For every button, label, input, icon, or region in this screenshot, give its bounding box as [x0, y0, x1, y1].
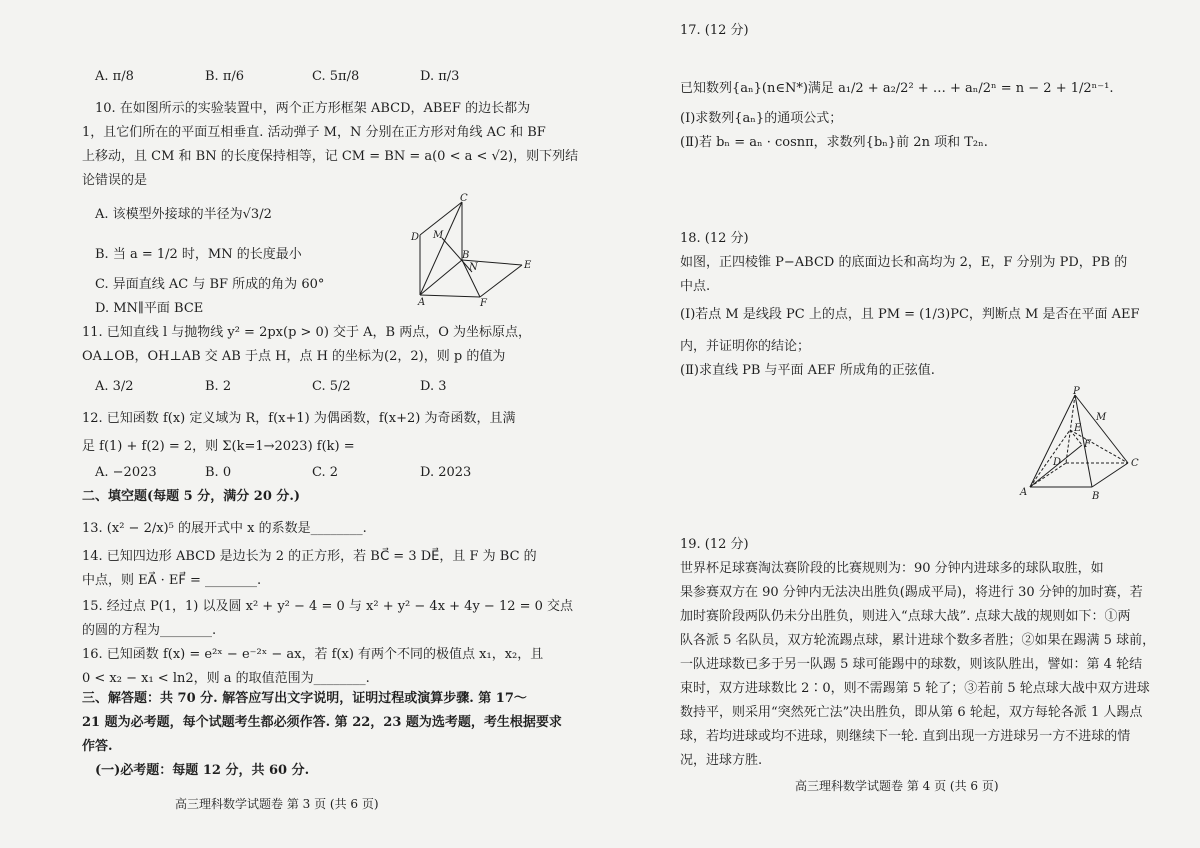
section-3-line-2: 21 题为必考题，每个试题考生都必须作答. 第 22，23 题为选考题，考生根据要求 [82, 715, 562, 730]
fig18-label-e: E [1074, 423, 1082, 434]
q12-option-a: A. −2023 [95, 465, 157, 480]
q10-option-d: D. MN∥平面 BCE [95, 301, 204, 316]
q18-line-1: 如图，正四棱锥 P−ABCD 的底面边长和高均为 2，E，F 分别为 PD，PB 的 [680, 255, 1128, 270]
q12-option-b: B. 0 [205, 465, 232, 480]
q18-heading: 18. (12 分) [680, 231, 749, 246]
q19-line-1: 世界杯足球赛淘汰赛阶段的比赛规则为：90 分钟内进球多的球队取胜，如 [680, 561, 1104, 576]
q12-option-c: C. 2 [312, 465, 339, 480]
q17-line-1: 已知数列{aₙ}(n∈N*)满足 a₁/2 + a₂/2² + … + aₙ/2ⁿ = n − 2 + 1/2ⁿ⁻¹. [680, 81, 1114, 96]
section-3-line-1: 三、解答题：共 70 分. 解答应写出文字说明，证明过程或演算步骤. 第 17～ [82, 691, 527, 706]
fig18-label-b: B [1092, 491, 1100, 502]
fig18-label-p: P [1073, 386, 1080, 397]
fig10-label-b: B [462, 250, 470, 261]
q9-option-a: A. π/8 [95, 69, 134, 84]
q9-option-b: B. π/6 [205, 69, 245, 84]
fig18-label-a: A [1020, 487, 1028, 498]
q11-option-c: C. 5/2 [312, 379, 351, 394]
q10-line-3: 上移动，且 CM 和 BN 的长度保持相等，记 CM = BN = a(0 < a < √2)，则下列结 [82, 149, 579, 164]
q19-line-9: 况，进球方胜. [680, 753, 763, 768]
q19-line-6: 束时，双方进球数比 2∶0，则不需踢第 5 轮了；③若前 5 轮点球大战中双方进球 [680, 681, 1150, 696]
fig10-label-m: M [433, 230, 444, 241]
page-4-footer: 高三理科数学试题卷 第 4 页 (共 6 页) [795, 779, 999, 793]
fig10-label-n: N [469, 262, 478, 273]
q19-line-8: 球，若均进球或均不进球，则继续下一轮. 直到出现一方进球另一方不进球的情 [680, 729, 1131, 744]
q10-line-1: 10. 在如图所示的实验装置中，两个正方形框架 ABCD，ABEF 的边长都为 [95, 101, 531, 116]
required-subsection: (一)必考题：每题 12 分，共 60 分. [95, 763, 310, 778]
q19-line-7: 数持平，则采用“突然死亡法”决出胜负，即从第 6 轮起，双方每轮各派 1 人踢点 [680, 705, 1143, 720]
q18-figure-pyramid [1010, 385, 1160, 505]
fig10-label-a: A [418, 297, 426, 308]
q10-line-4: 论错误的是 [82, 173, 148, 188]
q19-line-5: 一队进球数已多于另一队踢 5 球可能踢中的球数，则该队胜出，譬如：第 4 轮结 [680, 657, 1143, 672]
q16-line-1: 16. 已知函数 f(x) = e²ˣ − e⁻²ˣ − ax，若 f(x) 有两个不同的极值点 x₁，x₂，且 [82, 647, 544, 662]
q11-line-1: 11. 已知直线 l 与抛物线 y² = 2px(p > 0) 交于 A，B 两点，O 为坐标原点， [82, 325, 532, 340]
q19-line-2: 果参赛双方在 90 分钟内无法决出胜负(踢成平局)，将进行 30 分钟的加时赛，若 [680, 585, 1143, 600]
q19-heading: 19. (12 分) [680, 537, 749, 552]
fig18-label-c: C [1131, 458, 1139, 469]
q19-line-3: 加时赛阶段两队仍未分出胜负，则进入“点球大战”. 点球大战的规则如下：①两 [680, 609, 1131, 624]
q11-line-2: OA⊥OB，OH⊥AB 交 AB 于点 H，点 H 的坐标为(2，2)，则 p 的值为 [82, 349, 506, 364]
section-3-line-3: 作答. [82, 739, 113, 754]
q17-heading: 17. (12 分) [680, 23, 749, 38]
section-2-heading: 二、填空题(每题 5 分，满分 20 分.) [82, 489, 301, 504]
q18-part-1-continued: 内，并证明你的结论； [680, 339, 811, 354]
q15-line-2: 的圆的方程为________. [82, 623, 217, 638]
q16-line-2: 0 < x₂ − x₁ < ln2，则 a 的取值范围为________. [82, 671, 370, 686]
q10-option-b: B. 当 a = 1/2 时，MN 的长度最小 [95, 247, 302, 262]
q11-option-b: B. 2 [205, 379, 232, 394]
page-4 [610, 0, 1200, 848]
q11-option-a: A. 3/2 [95, 379, 134, 394]
q15-line-1: 15. 经过点 P(1，1) 以及圆 x² + y² − 4 = 0 与 x² + y² − 4x + 4y − 12 = 0 交点 [82, 599, 574, 614]
q18-line-2: 中点. [680, 279, 711, 294]
q12-line-2: 足 f(1) + f(2) = 2，则 Σ(k=1→2023) f(k) = [82, 439, 355, 454]
fig18-label-f: F [1084, 439, 1091, 450]
page-3 [0, 0, 590, 848]
q10-line-2: 1，且它们所在的平面互相垂直. 活动弹子 M，N 分别在正方形对角线 AC 和 BF [82, 125, 546, 140]
fig10-label-c: C [460, 193, 468, 204]
q17-part-2: (Ⅱ)若 bₙ = aₙ · cosnπ，求数列{bₙ}前 2n 项和 T₂ₙ. [680, 135, 988, 150]
q14-line-2: 中点，则 EA⃗ · EF⃗ = ________. [82, 573, 262, 588]
q10-option-a: A. 该模型外接球的半径为√3/2 [95, 207, 272, 222]
fig10-label-e: E [524, 260, 532, 271]
fig18-label-m: M [1096, 412, 1107, 423]
page-3-footer: 高三理科数学试题卷 第 3 页 (共 6 页) [175, 797, 379, 811]
q9-option-d: D. π/3 [420, 69, 460, 84]
q12-option-d: D. 2023 [420, 465, 472, 480]
q18-part-1: (Ⅰ)若点 M 是线段 PC 上的点，且 PM = (1/3)PC，判断点 M 是否在平面 AEF [680, 307, 1140, 322]
q18-part-2: (Ⅱ)求直线 PB 与平面 AEF 所成角的正弦值. [680, 363, 935, 378]
q17-part-1: (Ⅰ)求数列{aₙ}的通项公式； [680, 111, 843, 126]
q10-figure-squares [400, 190, 540, 310]
q10-option-c: C. 异面直线 AC 与 BF 所成的角为 60° [95, 277, 325, 292]
q19-line-4: 队各派 5 名队员，双方轮流踢点球，累计进球个数多者胜；②如果在踢满 5 球前， [680, 633, 1156, 648]
q13-line: 13. (x² − 2/x)⁵ 的展开式中 x 的系数是________. [82, 521, 367, 536]
fig10-label-d: D [411, 232, 420, 243]
q12-line-1: 12. 已知函数 f(x) 定义域为 R，f(x+1) 为偶函数，f(x+2) 为奇函数，且满 [82, 411, 516, 426]
fig10-label-f: F [480, 298, 487, 309]
q11-option-d: D. 3 [420, 379, 447, 394]
q14-line-1: 14. 已知四边形 ABCD 是边长为 2 的正方形，若 BC⃗ = 3 DE⃗，且 F 为 BC 的 [82, 549, 537, 564]
fig18-label-d: D [1053, 457, 1062, 468]
q9-option-c: C. 5π/8 [312, 69, 360, 84]
